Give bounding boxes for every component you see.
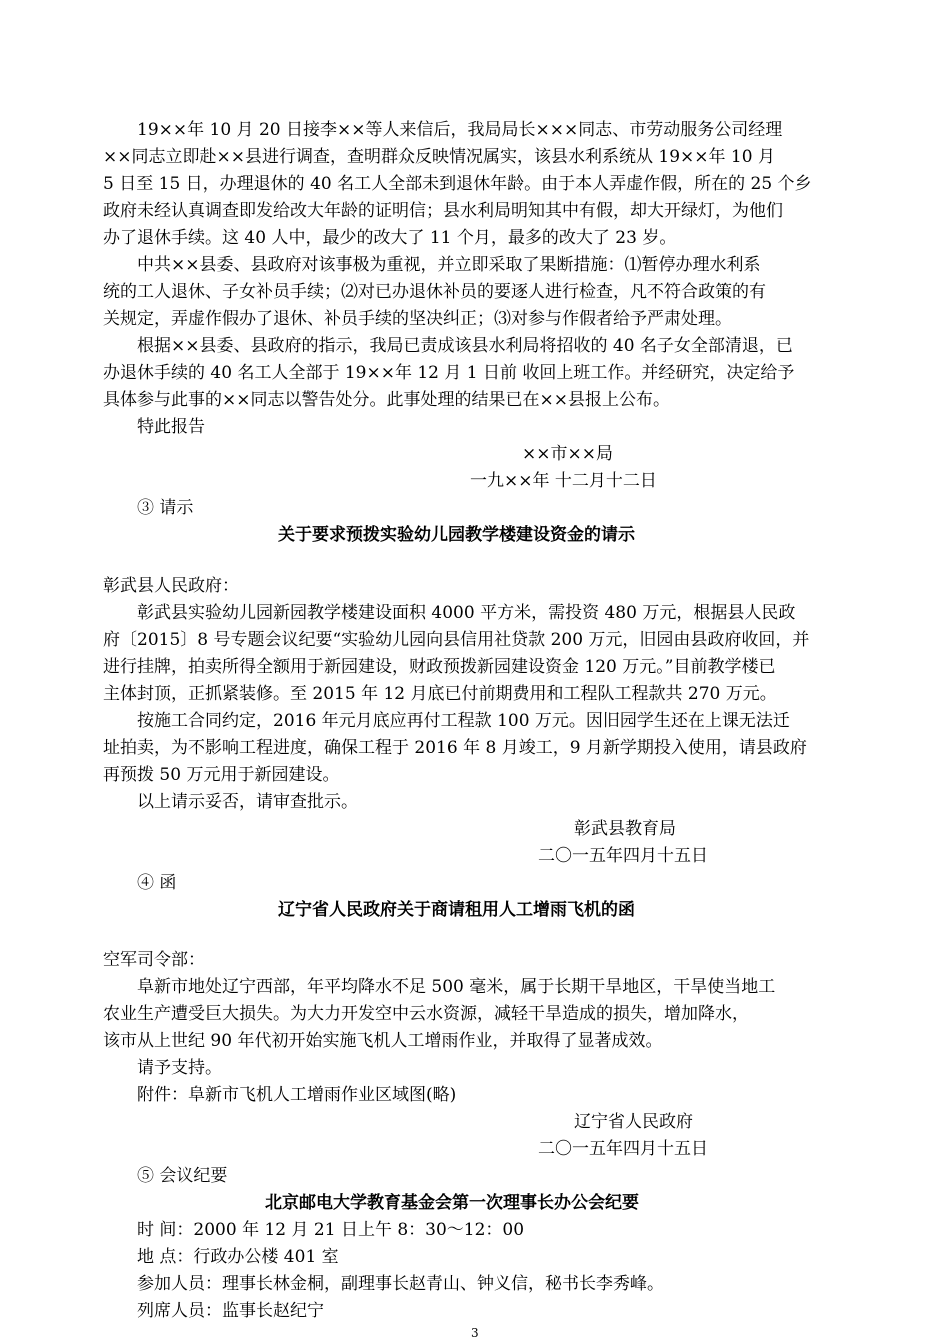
section3-title: 关于要求预拨实验幼儿园教学楼建设资金的请示 [278, 525, 635, 545]
section5-attendees: 参加人员：理事长林金桐，副理事长赵青山、钟义信，秘书长李秀峰。 [137, 1274, 664, 1294]
report-p2-line-3: 关规定，弄虚作假办了退休、补员手续的坚决纠正；⑶对参与作假者给予严肃处理。 [103, 309, 732, 329]
report-p1-line-1: 19××年 10 月 20 日接李××等人来信后，我局局长×××同志、市劳动服务公司经理 [137, 120, 783, 140]
report-sign-org: ××市××局 [522, 444, 613, 464]
report-p3-line-3: 具体参与此事的××同志以警告处分。此事处理的结果已在××县报上公布。 [103, 390, 670, 410]
section4-request: 请予支持。 [137, 1058, 222, 1078]
report-p1-line-2: ××同志立即赴××县进行调查，查明群众反映情况属实，该县水利系统从 19××年 10 月 [103, 147, 775, 167]
section3-p1-line-1: 彰武县实验幼儿园新园教学楼建设面积 4000 平方米，需投资 480 万元，根据县人民政 [137, 603, 796, 623]
section4-p1-line-2: 农业生产遭受巨大损失。为大力开发空中云水资源，减轻干旱造成的损失，增加降水， [103, 1004, 749, 1024]
section3-closing: 以上请示妥否，请审查批示。 [137, 792, 358, 812]
section4-addressee: 空军司令部： [103, 950, 205, 970]
report-p3-line-1: 根据××县委、县政府的指示，我局已责成该县水利局将招收的 40 名子女全部清退，已 [137, 336, 793, 356]
section5-observers: 列席人员：监事长赵纪宁 [137, 1301, 324, 1321]
section3-p1-line-2: 府〔2015〕8 号专题会议纪要“实验幼儿园向县信用社贷款 200 万元，旧园由县政府收回，并 [103, 630, 810, 650]
report-p2-line-1: 中共××县委、县政府对该事极为重视，并立即采取了果断措施：⑴暂停办理水利系 [137, 255, 761, 275]
report-p3-line-2: 办退休手续的 40 名工人全部于 19××年 12 月 1 日前 收回上班工作。并经研究，决定给予 [103, 363, 795, 383]
report-p1-line-5: 办了退休手续。这 40 人中，最少的改大了 11 个月，最多的改大了 23 岁。 [103, 228, 677, 248]
section4-sign-date: 二〇一五年四月十五日 [538, 1139, 708, 1159]
report-p2-line-2: 统的工人退休、子女补员手续；⑵对已办退休补员的要逐人进行检查，凡不符合政策的有 [103, 282, 766, 302]
section4-sign-org: 辽宁省人民政府 [574, 1112, 693, 1132]
section3-p2-line-3: 再预拨 50 万元用于新园建设。 [103, 765, 340, 785]
section3-addressee: 彰武县人民政府： [103, 576, 239, 596]
section5-label: ⑤ 会议纪要 [137, 1166, 228, 1186]
section4-label: ④ 函 [137, 873, 177, 893]
section5-title: 北京邮电大学教育基金会第一次理事长办公会纪要 [265, 1193, 639, 1213]
section4-p1-line-1: 阜新市地处辽宁西部，年平均降水不足 500 毫米，属于长期干旱地区，干旱使当地工 [137, 977, 776, 997]
section3-sign-org: 彰武县教育局 [574, 819, 676, 839]
report-p1-line-4: 政府未经认真调查即发给改大年龄的证明信；县水利局明知其中有假，却大开绿灯，为他们 [103, 201, 783, 221]
report-p1-line-3: 5 日至 15 日，办理退休的 40 名工人全部未到退休年龄。由于本人弄虚作假，所在的 25 个乡 [103, 174, 812, 194]
report-sign-date: 一九××年 十二月十二日 [470, 471, 657, 491]
section4-attachment: 附件：阜新市飞机人工增雨作业区域图(略) [137, 1085, 457, 1105]
report-closing: 特此报告 [137, 417, 205, 437]
section4-title: 辽宁省人民政府关于商请租用人工增雨飞机的函 [278, 900, 635, 920]
section3-label: ③ 请示 [137, 498, 194, 518]
section5-time: 时 间：2000 年 12 月 21 日上午 8：30～12：00 [137, 1220, 525, 1240]
section3-p2-line-1: 按施工合同约定，2016 年元月底应再付工程款 100 万元。因旧园学生还在上课无法迁 [137, 711, 790, 731]
section3-sign-date: 二〇一五年四月十五日 [538, 846, 708, 866]
section4-p1-line-3: 该市从上世纪 90 年代初开始实施飞机人工增雨作业，并取得了显著成效。 [103, 1031, 663, 1051]
section3-p2-line-2: 址拍卖，为不影响工程进度，确保工程于 2016 年 8 月竣工，9 月新学期投入使用，请县政府 [103, 738, 807, 758]
section5-place: 地 点：行政办公楼 401 室 [137, 1247, 339, 1267]
section3-p1-line-4: 主体封顶，正抓紧装修。至 2015 年 12 月底已付前期费用和工程队工程款共 270 万元。 [103, 684, 777, 704]
page-number: 3 [471, 1326, 479, 1340]
section3-p1-line-3: 进行挂牌，拍卖所得全额用于新园建设，财政预拨新园建设资金 120 万元。”目前教学楼已 [103, 657, 776, 677]
